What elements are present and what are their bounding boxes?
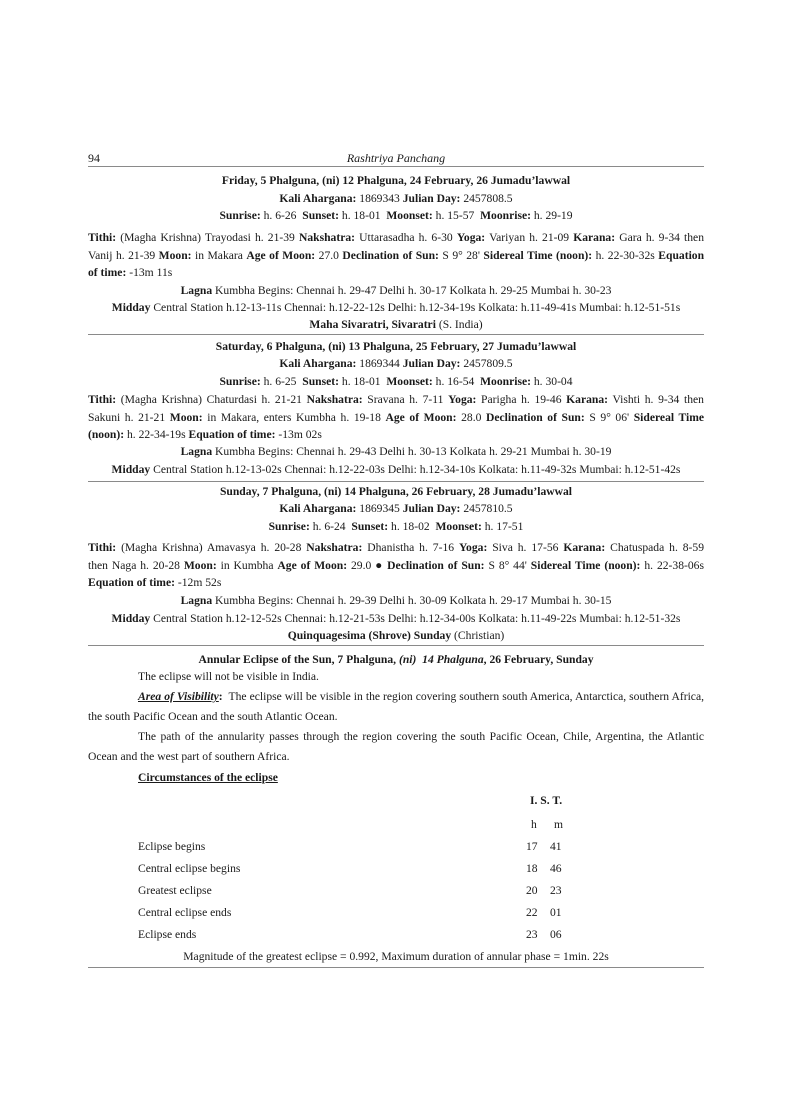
eclipse-event-row: Eclipse ends 23 06 bbox=[138, 928, 562, 941]
festival-line: Maha Sivaratri, Sivaratri (S. India) bbox=[309, 318, 483, 331]
day-separator bbox=[88, 334, 704, 335]
page-number: 94 bbox=[88, 151, 100, 165]
footer-rule bbox=[88, 967, 704, 968]
header-rule bbox=[88, 166, 704, 167]
eclipse-event-row: Central eclipse begins 18 46 bbox=[138, 862, 562, 875]
eclipse-event-row: Greatest eclipse 20 23 bbox=[138, 884, 562, 897]
circumstances-title: Circumstances of the eclipse bbox=[138, 771, 278, 784]
tithi-line: (noon): h. 22-34-19s Equation of time: -13m 02s bbox=[88, 428, 322, 441]
day-separator bbox=[88, 645, 704, 646]
ahargana-line: Kali Ahargana: 1869344 Julian Day: 2457809.5 bbox=[279, 357, 513, 370]
sun-moon-times: Sunrise: h. 6-25 Sunset: h. 18-01 Moonset: h. 16-54 Moonrise: h. 30-04 bbox=[219, 375, 573, 388]
annularity-path-paragraph: The path of the annularity passes through the region covering the south Pacific Ocean, Chile, Argentina, the Atlantic Ocean and the west part of southern Africa. bbox=[88, 730, 704, 763]
lagna-line: Lagna Kumbha Begins: Chennai h. 29-43 Delhi h. 30-13 Kolkata h. 29-21 Mumbai h. 30-19 bbox=[180, 445, 612, 458]
eclipse-event-row: Eclipse begins 17 41 bbox=[138, 840, 562, 853]
festival-line: Quinquagesima (Shrove) Sunday (Christian) bbox=[287, 629, 505, 642]
minutes-header: m bbox=[554, 818, 564, 831]
tithi-line: Tithi: (Magha Krishna) Amavasya h. 20-28 Nakshatra: Dhanistha h. 7-16 Yoga: Siva h. 17-56 Karana: Chatuspada h. 8-59 bbox=[88, 541, 705, 554]
ahargana-line: Kali Ahargana: 1869343 Julian Day: 2457808.5 bbox=[279, 192, 513, 205]
visibility-note: The eclipse will not be visible in India. bbox=[138, 670, 319, 683]
day-separator bbox=[88, 481, 704, 482]
eclipse-event-row: Central eclipse ends 22 01 bbox=[138, 906, 562, 919]
eclipse-title: Annular Eclipse of the Sun, 7 Phalguna, (ni) 14 Phalguna, 26 February, Sunday bbox=[198, 653, 594, 666]
lagna-line: Lagna Kumbha Begins: Chennai h. 29-47 Delhi h. 30-17 Kolkata h. 29-25 Mumbai h. 30-23 bbox=[180, 284, 612, 297]
tithi-line: Tithi: (Magha Krishna) Chaturdasi h. 21-21 Nakshatra: Sravana h. 7-11 Yoga: Parigha h. 19-46 Karana: Vishti h. 9-34 then bbox=[88, 393, 704, 406]
ahargana-line: Kali Ahargana: 1869345 Julian Day: 2457810.5 bbox=[279, 502, 513, 515]
page-header bbox=[88, 150, 704, 166]
day-title: Friday, 5 Phalguna, (ni) 12 Phalguna, 24 February, 26 Jumadu’lawwal bbox=[221, 174, 571, 187]
magnitude-line: Magnitude of the greatest eclipse = 0.992, Maximum duration of annular phase = 1min. 22s bbox=[183, 950, 609, 963]
tithi-line: Vanij h. 21-39 Moon: in Makara Age of Moon: 27.0 Declination of Sun: S 9° 28' Sidereal Time (noon): h. 22-30-32s Equation bbox=[88, 249, 705, 262]
day-title: Sunday, 7 Phalguna, (ni) 14 Phalguna, 26 February, 28 Jumadu’lawwal bbox=[219, 485, 573, 498]
page bbox=[88, 0, 704, 1119]
new-moon-icon: ● bbox=[375, 559, 384, 572]
midday-line: Midday Central Station h.12-12-52s Chennai: h.12-21-53s Delhi: h.12-34-00s Kolkata: h.11-49-22s Mumbai: h.12-51-32s bbox=[111, 612, 681, 625]
lagna-line: Lagna Kumbha Begins: Chennai h. 29-39 Delhi h. 30-09 Kolkata h. 29-17 Mumbai h. 30-15 bbox=[180, 594, 612, 607]
midday-line: Midday Central Station h.12-13-02s Chennai: h.12-22-03s Delhi: h.12-34-10s Kolkata: h.11-49-32s Mumbai: h.12-51-42s bbox=[111, 463, 681, 476]
tithi-line: Sakuni h. 21-21 Moon: in Makara, enters Kumbha h. 19-18 Age of Moon: 28.0 Declination of Sun: S 9° 06' Sidereal Time bbox=[88, 411, 705, 424]
hours-header: h bbox=[531, 818, 537, 831]
area-of-visibility-paragraph: Area of Visibility: The eclipse will be visible in the region covering southern south America, Antarctica, southern Africa, the south Pacific Ocean and the south Atlantic Ocean. bbox=[88, 690, 704, 723]
ist-header: I. S. T. bbox=[530, 794, 563, 807]
day-title: Saturday, 6 Phalguna, (ni) 13 Phalguna, 25 February, 27 Jumadu’lawwal bbox=[215, 340, 577, 353]
tithi-line: Equation of time: -12m 52s bbox=[88, 576, 222, 589]
sun-moon-times: Sunrise: h. 6-24 Sunset: h. 18-02 Moonset: h. 17-51 bbox=[268, 520, 524, 533]
sun-moon-times: Sunrise: h. 6-26 Sunset: h. 18-01 Moonset: h. 15-57 Moonrise: h. 29-19 bbox=[219, 209, 573, 222]
midday-line: Midday Central Station h.12-13-11s Chennai: h.12-22-12s Delhi: h.12-34-19s Kolkata: h.11-49-41s Mumbai: h.12-51-51s bbox=[111, 301, 681, 314]
tithi-line: then Naga h. 20-28 Moon: in Kumbha Age of Moon: 29.0 ● Declination of Sun: S 8° 44' Sidereal Time (noon): h. 22-38-06s bbox=[88, 559, 704, 572]
tithi-line: of time: -13m 11s bbox=[88, 266, 173, 279]
tithi-line: Tithi: (Magha Krishna) Trayodasi h. 21-39 Nakshatra: Uttarasadha h. 6-30 Yoga: Variyan h. 21-09 Karana: Gara h. 9-34 then bbox=[88, 231, 704, 244]
running-title: Rashtriya Panchang bbox=[346, 151, 446, 165]
